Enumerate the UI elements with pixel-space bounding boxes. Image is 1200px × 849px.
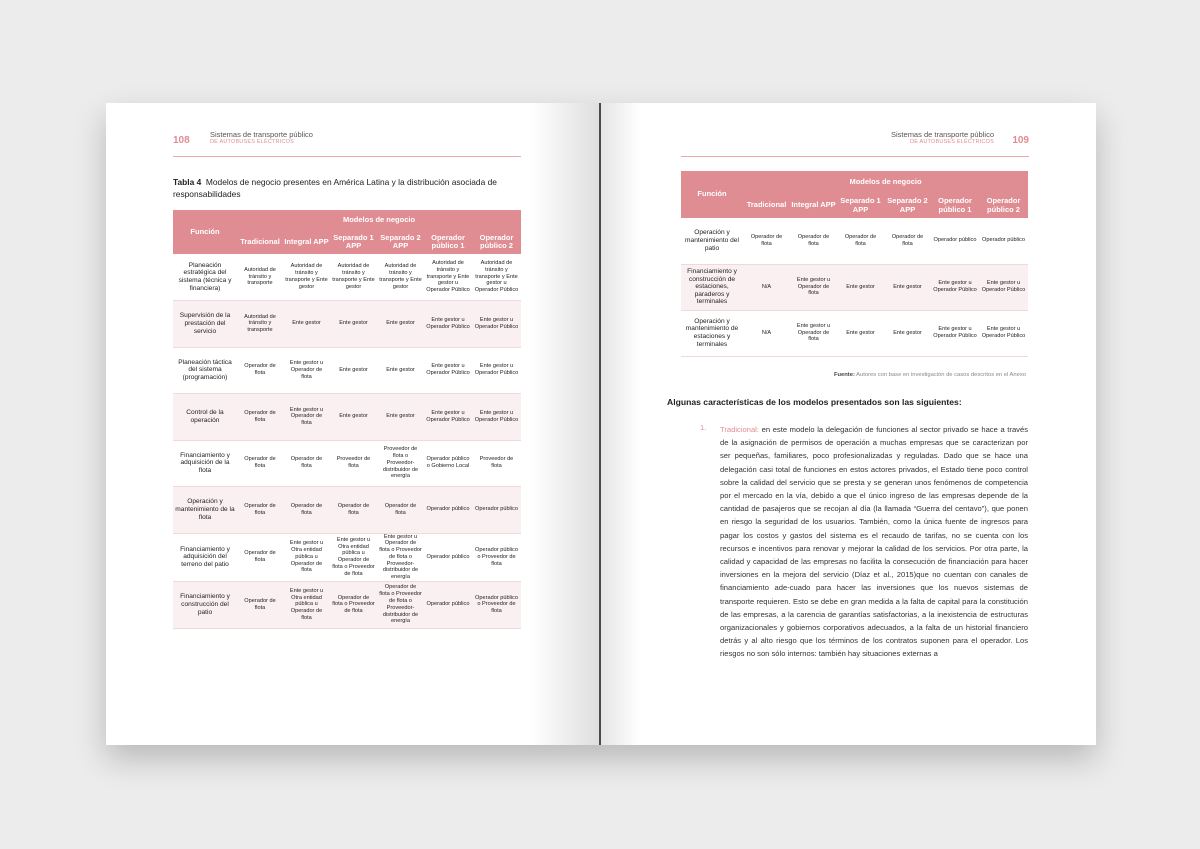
table-row <box>681 264 1028 310</box>
col-header: Separado 2 APP <box>377 230 424 254</box>
table-row <box>173 394 521 441</box>
table-cell: Ente gestor u Operador Público <box>424 347 472 394</box>
row-function: Financiamiento y adquisición del terreno del patio <box>173 533 237 582</box>
table-row <box>681 310 1028 356</box>
table-cell: Ente gestor <box>283 301 330 348</box>
col-header: Operador público 1 <box>424 230 472 254</box>
table-cell: Operador público o Proveedor de flota <box>472 582 521 629</box>
book-fold <box>599 103 601 745</box>
table-cell: Ente gestor <box>330 301 377 348</box>
table-row <box>173 487 521 534</box>
table-cell: Ente gestor u Operador de flota <box>283 347 330 394</box>
col-header: Separado 1 APP <box>837 193 884 218</box>
table-cell: Autoridad de tránsito y transporte <box>237 254 283 301</box>
left-page <box>106 103 600 745</box>
table-cell: Ente gestor <box>837 264 884 310</box>
table-cell: Operador de flota <box>237 533 283 582</box>
table-cell: Ente gestor <box>377 347 424 394</box>
row-function: Operación y mantenimiento de estaciones y terminales <box>681 310 743 356</box>
table-cell: Ente gestor u Operador de flota <box>790 264 837 310</box>
book-spread <box>106 103 1096 745</box>
table-cell: Autoridad de tránsito y transporte y Ente gestor <box>330 254 377 301</box>
table-row <box>173 301 521 348</box>
table-cell: Autoridad de tránsito y transporte y Ente gestor <box>377 254 424 301</box>
table-row <box>173 347 521 394</box>
table-cell: Proveedor de flota <box>330 440 377 487</box>
source-note <box>834 372 1026 378</box>
business-models-table-continued <box>681 171 1028 357</box>
table-cell: Operador de flota <box>283 440 330 487</box>
table-cell: Operador de flota <box>237 347 283 394</box>
table-cell: Operador de flota <box>237 487 283 534</box>
list-number: 1. <box>700 423 707 432</box>
table-cell: Ente gestor u Otra entidad pública u Operador de flota <box>283 533 330 582</box>
col-header: Integral APP <box>790 193 837 218</box>
table-cell: Ente gestor u Otra entidad pública u Operador de flota o Proveedor de flota <box>330 533 377 582</box>
header-subtitle: DE AUTOBUSES ELÉCTRICOS <box>910 139 994 145</box>
col-header: Tradicional <box>743 193 790 218</box>
header-title: Sistemas de transporte público <box>210 130 313 139</box>
table-cell: Operador público <box>472 487 521 534</box>
table-cell: Ente gestor <box>884 264 931 310</box>
row-function: Financiamiento y construcción del patio <box>173 582 237 629</box>
table-cell: Operador público <box>424 487 472 534</box>
table-cell: Ente gestor u Operador Público <box>424 301 472 348</box>
table-cell: Autoridad de tránsito y transporte y Ente gestor u Operador Público <box>424 254 472 301</box>
table-cell: Ente gestor u Operador Público <box>472 394 521 441</box>
table-cell: Operador público <box>424 582 472 629</box>
row-function: Planeación estratégica del sistema (técnica y financiera) <box>173 254 237 301</box>
table-cell: Ente gestor u Operador Público <box>979 310 1028 356</box>
col-header-funcion: Función <box>681 171 743 218</box>
table-cell: Ente gestor <box>884 310 931 356</box>
row-function: Supervisión de la prestación del servicio <box>173 301 237 348</box>
header-rule <box>173 156 521 157</box>
table-cell: Ente gestor <box>837 310 884 356</box>
table-cell: Ente gestor u Operador Público <box>931 310 979 356</box>
table-cell: Operador de flota <box>237 394 283 441</box>
table-cell: Operador de flota <box>790 218 837 264</box>
col-header: Separado 2 APP <box>884 193 931 218</box>
table-cell: Operador de flota <box>837 218 884 264</box>
table-cell: Autoridad de tránsito y transporte y Ente gestor u Operador Público <box>472 254 521 301</box>
table-cell: Operador de flota o Proveedor de flota o Proveedor-distribuidor de energía <box>377 582 424 629</box>
header-title: Sistemas de transporte público <box>891 130 994 139</box>
table-cell: Autoridad de tránsito y transporte y Ente gestor <box>283 254 330 301</box>
table-cell: Operador público <box>979 218 1028 264</box>
table-cell: Ente gestor <box>377 394 424 441</box>
row-function: Financiamiento y construcción de estaciones, paraderos y terminales <box>681 264 743 310</box>
row-function: Planeación táctica del sistema (programación) <box>173 347 237 394</box>
table-cell: Ente gestor u Operador Público <box>979 264 1028 310</box>
table-cell: Operador de flota <box>283 487 330 534</box>
section-heading: Algunas características de los modelos presentados son las siguientes: <box>667 397 962 407</box>
table-cell: Ente gestor u Operador de flota <box>790 310 837 356</box>
table-cell: Ente gestor u Otra entidad pública u Operador de flota <box>283 582 330 629</box>
col-header: Operador público 2 <box>979 193 1028 218</box>
table-cell: Ente gestor <box>330 347 377 394</box>
group-header: Modelos de negocio <box>743 171 1028 193</box>
table-cell: Operador de flota <box>237 582 283 629</box>
table-caption <box>173 176 521 200</box>
table-cell: Ente gestor u Operador Público <box>472 347 521 394</box>
table-cell: Operador de flota <box>377 487 424 534</box>
list-item-term: Tradicional: <box>720 425 759 434</box>
header-rule <box>681 156 1029 157</box>
table-cell: Operador público o Gobierno Local <box>424 440 472 487</box>
caption-text: Modelos de negocio presentes en América Latina y la distribución asociada de responsabilidades <box>173 177 497 199</box>
row-function: Operación y mantenimiento de la flota <box>173 487 237 534</box>
col-header-funcion: Función <box>173 210 237 254</box>
table-cell: Proveedor de flota <box>472 440 521 487</box>
row-function: Financiamiento y adquisición de la flota <box>173 440 237 487</box>
source-label: Fuente: <box>833 372 855 378</box>
table-cell: Ente gestor <box>330 394 377 441</box>
table-cell: Operador de flota o Proveedor de flota <box>330 582 377 629</box>
header-subtitle: DE AUTOBUSES ELÉCTRICOS <box>210 139 294 145</box>
table-row <box>173 440 521 487</box>
table-cell: Operador de flota <box>237 440 283 487</box>
row-function: Operación y mantenimiento del patio <box>681 218 743 264</box>
col-header: Operador público 1 <box>931 193 979 218</box>
list-item-text: en este modelo la delegación de funciones al sector privado se hace a través de la asignación de permisos de operación a muchas empresas que se caracterizan por ser pequeñas, familiares, poco profesionalizadas y reguladas. Dado que se hace una delegación casi total de funciones en estos actores privados, el Estado tiene poco control sobre la calidad del servicio que se presta y se generan unos fenómenos de competencia por el mercado en la vía, debido a que el único ingreso de las empresas depende de la cantidad de pasajeros que se recojan al día (la llamada “Guerra del centavo”), que ponen en riesgo la seguridad de los usuarios. También, como la única fuente de ingresos para pagar los costos y gastos del sistema es el recaudo de tarifas, no se cuenta con los recursos e incentivos para renovar y mejorar la calidad de los servicios. Por otra parte, la calidad y capacidad de las empresas no facilita la consecución de financiación para hacer inversiones en la mejora del servicio (Díaz et al., 2015)que no cuentan con canales de financiamiento ade-cuado para hacer las inversiones que los nuevos sistemas de transporte requieren. Esto se debe en gran medida a la falta de capital para la constitución de las empresas, a la carencia de garantías satisfactorias, a la inexistencia de estructuras organizacionales y gobiernos corporativos adecuados, a la falta de un historial financiero detrás y al alto riesgo que los términos de los contratos suponen para el operador. Los riesgos no son sólo internos: también hay situaciones externas a <box>720 425 1028 659</box>
body-paragraph <box>720 423 1028 661</box>
table-cell: Ente gestor <box>377 301 424 348</box>
group-header: Modelos de negocio <box>237 210 521 230</box>
table-cell: Ente gestor u Operador Público <box>931 264 979 310</box>
table-cell: Operador de flota <box>743 218 790 264</box>
table-cell: Operador público o Proveedor de flota <box>472 533 521 582</box>
table-cell: Operador de flota <box>330 487 377 534</box>
col-header: Tradicional <box>237 230 283 254</box>
page-number: 109 <box>1012 135 1029 146</box>
caption-label: Tabla 4 <box>173 177 202 187</box>
table-cell: Ente gestor u Operador Público <box>472 301 521 348</box>
table-cell: Ente gestor u Operador de flota o Proveedor de flota o Proveedor-distribuidor de energía <box>377 533 424 582</box>
right-page <box>600 103 1096 745</box>
row-function: Control de la operación <box>173 394 237 441</box>
table-cell: Autoridad de tránsito y transporte <box>237 301 283 348</box>
page-number: 108 <box>173 135 190 146</box>
table-cell: Proveedor de flota o Proveedor-distribuidor de energía <box>377 440 424 487</box>
col-header: Integral APP <box>283 230 330 254</box>
table-cell: Operador público <box>424 533 472 582</box>
business-models-table <box>173 210 521 629</box>
table-row <box>173 254 521 301</box>
table-cell: Operador de flota <box>884 218 931 264</box>
table-row <box>173 582 521 629</box>
col-header: Operador público 2 <box>472 230 521 254</box>
table-row <box>173 533 521 582</box>
source-text: Autores con base en investigación de casos descritos en el Anexo <box>856 372 1026 378</box>
table-cell: Ente gestor u Operador Público <box>424 394 472 441</box>
table-cell: N/A <box>743 264 790 310</box>
table-cell: Ente gestor u Operador de flota <box>283 394 330 441</box>
table-cell: N/A <box>743 310 790 356</box>
table-row <box>681 218 1028 264</box>
table-cell: Operador público <box>931 218 979 264</box>
col-header: Separado 1 APP <box>330 230 377 254</box>
